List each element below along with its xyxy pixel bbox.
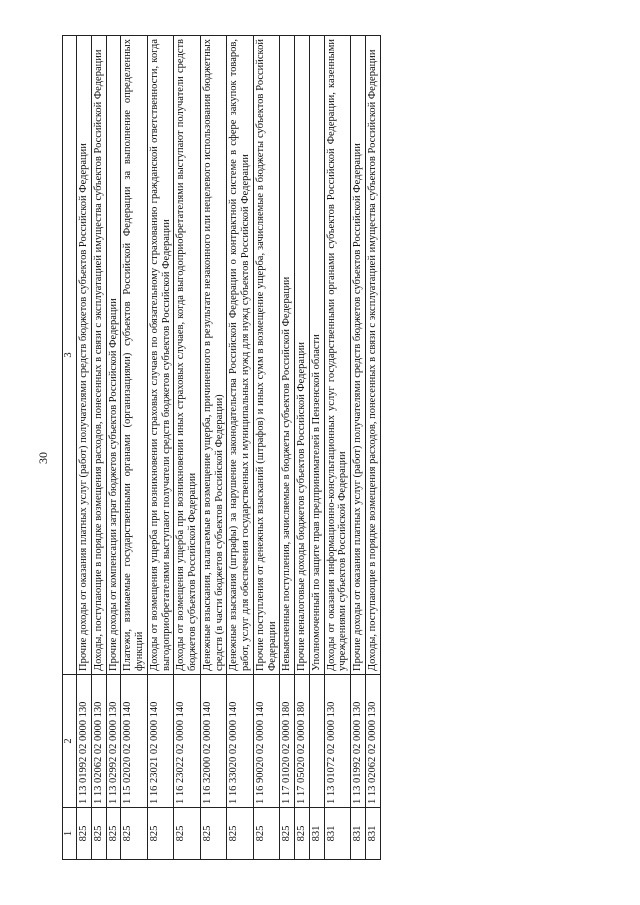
page-number: 30 (36, 452, 50, 464)
admin-code-cell: 831 (309, 808, 324, 860)
income-name-cell: Прочие доходы от компенсации затрат бюджетов субъектов Российской Федерации (106, 36, 121, 675)
table-row (295, 36, 310, 860)
budget-code-cell: 1 13 02062 02 0000 130 (365, 675, 380, 808)
table-row (280, 36, 295, 860)
admin-code-cell: 831 (324, 808, 351, 860)
budget-code-cell: 1 15 02020 02 0000 140 (121, 675, 148, 808)
budget-code-cell: 1 17 01020 02 0000 180 (280, 675, 295, 808)
admin-code-cell: 825 (77, 808, 92, 860)
budget-code-cell: 1 13 02062 02 0000 130 (91, 675, 106, 808)
admin-code-cell: 825 (106, 808, 121, 860)
budget-code-cell (309, 675, 324, 808)
table-body (77, 36, 381, 860)
table-row (309, 36, 324, 860)
income-name-cell: Доходы, поступающие в порядке возмещения расходов, понесенных в связи с эксплуатацией имущества субъектов Российской Федерации (91, 36, 106, 675)
table-row (253, 36, 280, 860)
revenue-codes-table (62, 35, 381, 860)
table-row (121, 36, 148, 860)
table-row (365, 36, 380, 860)
income-name-cell: Доходы, поступающие в порядке возмещения расходов, понесенных в связи с эксплуатацией имущества субъектов Российской Федерации (365, 36, 380, 675)
table-row (147, 36, 174, 860)
income-name-cell: Денежные взыскания, налагаемые в возмещение ущерба, причиненного в результате незаконного или нецелевого использования бюджетных средств (в части бюджетов субъектов Российской Федерации) (200, 36, 227, 675)
income-name-cell: Уполномоченный по защите прав предпринимателей в Пензенской области (309, 36, 324, 675)
budget-code-cell: 1 13 01072 02 0000 130 (324, 675, 351, 808)
budget-code-cell: 1 16 23022 02 0000 140 (174, 675, 201, 808)
table-header-row (63, 36, 77, 860)
income-name-cell: Невыясненные поступления, зачисляемые в бюджеты субъектов Российской Федерации (280, 36, 295, 675)
budget-code-cell: 1 13 01992 02 0000 130 (351, 675, 366, 808)
admin-code-cell: 831 (351, 808, 366, 860)
table-row (324, 36, 351, 860)
income-name-cell: Доходы от возмещения ущерба при возникновении иных страховых случаев, когда выгодоприобретателями выступают получатели средств бюджетов субъектов Российской Федерации (174, 36, 201, 675)
budget-code-cell: 1 16 32000 02 0000 140 (200, 675, 227, 808)
column-header: 2 (63, 675, 77, 808)
income-name-cell: Прочие доходы от оказания платных услуг (работ) получателями средств бюджетов субъектов Российской Федерации (351, 36, 366, 675)
income-name-cell: Доходы от возмещения ущерба при возникновении страховых случаев по обязательному страхованию гражданской ответственности, когда выгодоприобретателями выступают получатели средств бюджетов субъектов Российской Федерации (147, 36, 174, 675)
column-header: 3 (63, 36, 77, 675)
income-name-cell: Прочие поступления от денежных взысканий (штрафов) и иных сумм в возмещение ущерба, зачисляемые в бюджеты субъектов Российской Федерации (253, 36, 280, 675)
admin-code-cell: 825 (174, 808, 201, 860)
admin-code-cell: 825 (91, 808, 106, 860)
admin-code-cell: 825 (147, 808, 174, 860)
admin-code-cell: 825 (200, 808, 227, 860)
income-name-cell: Прочие неналоговые доходы бюджетов субъектов Российской Федерации (295, 36, 310, 675)
budget-code-cell: 1 13 02992 02 0000 130 (106, 675, 121, 808)
income-name-cell: Платежи, взимаемые государственными органами (организациями) субъектов Российской Федерации за выполнение определенных функций (121, 36, 148, 675)
admin-code-cell: 831 (365, 808, 380, 860)
table-row (91, 36, 106, 860)
income-name-cell: Прочие доходы от оказания платных услуг (работ) получателями средств бюджетов субъектов Российской Федерации (77, 36, 92, 675)
budget-code-cell: 1 16 90020 02 0000 140 (253, 675, 280, 808)
budget-code-cell: 1 17 05020 02 0000 180 (295, 675, 310, 808)
budget-code-cell: 1 16 23021 02 0000 140 (147, 675, 174, 808)
table-row (174, 36, 201, 860)
table-row (351, 36, 366, 860)
budget-code-cell: 1 13 01992 02 0000 130 (77, 675, 92, 808)
admin-code-cell: 825 (227, 808, 254, 860)
column-header: 1 (63, 808, 77, 860)
rotated-table-container (62, 35, 622, 860)
admin-code-cell: 825 (280, 808, 295, 860)
table-row (200, 36, 227, 860)
table-row (227, 36, 254, 860)
table-row (106, 36, 121, 860)
admin-code-cell: 825 (121, 808, 148, 860)
admin-code-cell: 825 (253, 808, 280, 860)
budget-code-cell: 1 16 33020 02 0000 140 (227, 675, 254, 808)
admin-code-cell: 825 (295, 808, 310, 860)
income-name-cell: Денежные взыскания (штрафы) за нарушение законодательства Российской Федерации о контрактной системе в сфере закупок товаров, работ, услуг для обеспечения государственных и муниципальных нужд для нужд субъектов Российской Федерации (227, 36, 254, 675)
income-name-cell: Доходы от оказания информационно-консультационных услуг государственными органами субъектов Российской Федерации, казенными учреждениями субъектов Российской Федерации (324, 36, 351, 675)
table-row (77, 36, 92, 860)
